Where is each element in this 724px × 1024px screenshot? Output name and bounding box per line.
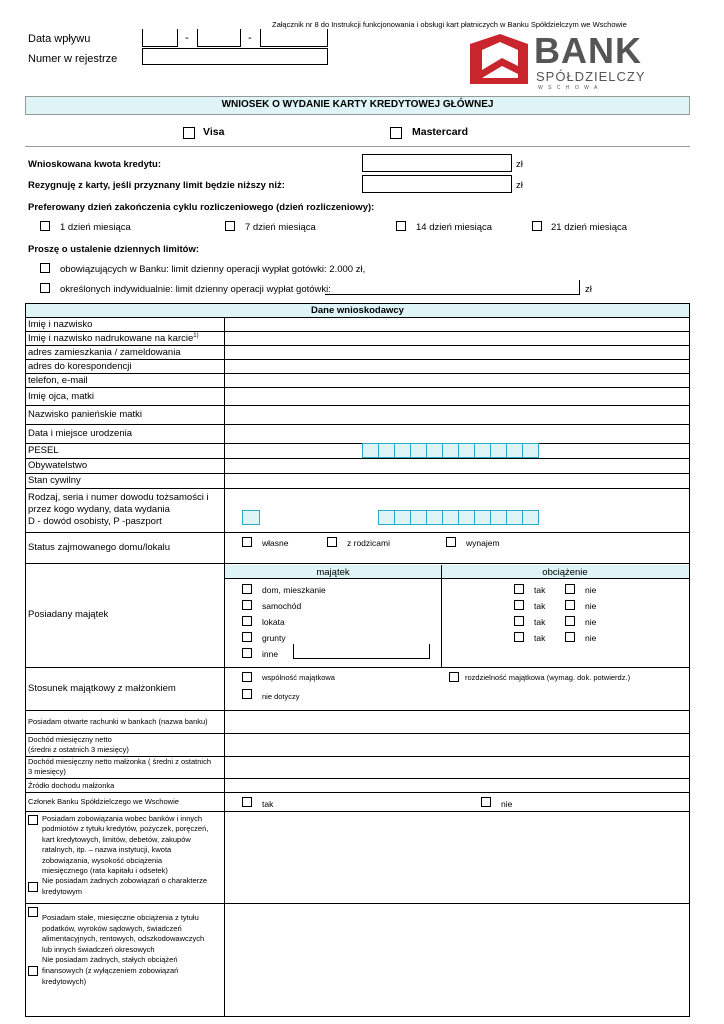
- row-birth-label: Data i miejsce urodzenia: [28, 428, 133, 439]
- visa-checkbox[interactable]: [183, 127, 195, 139]
- housing-parents-checkbox[interactable]: [327, 537, 337, 547]
- housing-parents-label: z rodzicami: [347, 538, 390, 548]
- pesel-digit[interactable]: [378, 443, 395, 458]
- resign-limit-label: Rezygnuję z karty, jeśli przyznany limit będzie niższy niż:: [28, 180, 285, 191]
- row-line: [25, 405, 690, 406]
- obligations-line: ratalnych, itp. – nazwa instytucji, kwota: [42, 845, 172, 855]
- asset-other-label: inne: [262, 649, 279, 659]
- row-line: [25, 811, 690, 812]
- assets-col-divider: [441, 565, 442, 667]
- asset-house-checkbox[interactable]: [242, 584, 252, 594]
- row-line: [25, 331, 690, 332]
- limit-bank-label: obowiązujących w Banku: limit dzienny operacji wypłat gotówki: 2.000 zł,: [60, 264, 366, 275]
- burden-house-yes-checkbox[interactable]: [514, 584, 524, 594]
- row-id-doc-label: [28, 492, 209, 528]
- row-line: [25, 488, 690, 489]
- fixed-costs-line: finansowych (z wyłączeniem zobowiązań: [42, 965, 179, 975]
- joint-property-label: wspólność majątkowa: [262, 673, 335, 682]
- asset-car-checkbox[interactable]: [242, 600, 252, 610]
- pesel-digit[interactable]: [426, 443, 443, 458]
- limits-label: Proszę o ustalenie dziennych limitów:: [28, 244, 200, 255]
- burden-house-no-checkbox[interactable]: [565, 584, 575, 594]
- row-card-name-text: Imię i nazwisko nadrukowane na karcie: [28, 333, 194, 345]
- fixed-costs-no-checkbox[interactable]: [28, 966, 38, 976]
- housing-own-checkbox[interactable]: [242, 537, 252, 547]
- row-line: [25, 387, 690, 388]
- assets-property-header: majątek: [316, 567, 350, 578]
- row-assets-label: Posiadany majątek: [28, 609, 109, 620]
- housing-rent-label: wynajem: [466, 538, 500, 548]
- burden-house-no-label: nie: [585, 585, 597, 595]
- logo-bank-text: BANK: [534, 30, 642, 71]
- billing-day-14-checkbox[interactable]: [396, 221, 406, 231]
- asset-car-label: samochód: [262, 601, 302, 611]
- burden-land-no-checkbox[interactable]: [565, 632, 575, 642]
- row-corr-address-label: adres do korespondencji: [28, 361, 132, 372]
- id-doc-number-cell[interactable]: [378, 510, 395, 525]
- row-phone-label: telefon, e-mail: [28, 375, 88, 386]
- burden-car-no-label: nie: [585, 601, 597, 611]
- row-marital-label: Stan cywilny: [28, 475, 81, 486]
- visa-label: Visa: [203, 126, 225, 138]
- obligations-line: kredytowym: [42, 886, 83, 896]
- limit-individual-checkbox[interactable]: [40, 283, 50, 293]
- numer-rejestr-label: Numer w rejestrze: [28, 53, 118, 65]
- row-citizenship-label: Obywatelstwo: [28, 460, 88, 471]
- obligations-yes-checkbox[interactable]: [28, 815, 38, 825]
- resign-limit-input[interactable]: [362, 175, 512, 193]
- separate-property-label: rozdzielność majątkowa (wymag. dok. potwierdz.): [465, 673, 631, 682]
- row-spouse-income-label: [28, 757, 211, 777]
- row-line: [25, 792, 690, 793]
- pesel-digit[interactable]: [458, 443, 475, 458]
- fixed-costs-line: podatków, wyroków sądowych, świadczeń: [42, 923, 182, 933]
- burden-land-no-label: nie: [585, 633, 597, 643]
- pesel-digit[interactable]: [474, 443, 491, 458]
- obligations-line: Nie posiadam żadnych zobowiązań o charakterze: [42, 876, 208, 886]
- burden-land-yes-label: tak: [534, 633, 546, 643]
- billing-day-label: Preferowany dzień zakończenia cyklu rozliczeniowego (dzień rozliczeniowy):: [28, 202, 375, 213]
- row-line: [25, 473, 690, 474]
- mastercard-label: Mastercard: [412, 126, 469, 138]
- fixed-costs-line: Nie posiadam żadnych, stałych obciążeń: [42, 955, 178, 965]
- assets-header-line: [225, 578, 690, 579]
- row-line: [25, 710, 690, 711]
- logo-city-text: W S C H O W A: [538, 85, 600, 91]
- currency-zl-2: zł: [516, 180, 523, 191]
- row-line: [25, 903, 690, 904]
- logo-spoldzielczy-text: SPÓŁDZIELCZY: [536, 69, 646, 84]
- data-wplywu-label: Data wpływu: [28, 33, 91, 45]
- requested-amount-label: Wnioskowana kwota kredytu:: [28, 159, 162, 170]
- fixed-costs-line: kredytowych): [42, 976, 87, 986]
- id-doc-number-cell[interactable]: [474, 510, 491, 525]
- member-yes-checkbox[interactable]: [242, 797, 252, 807]
- billing-day-14-label: 14 dzień miesiąca: [416, 222, 493, 233]
- pesel-digit[interactable]: [394, 443, 411, 458]
- row-mother-maiden-label: Nazwisko panieńskie matki: [28, 409, 143, 420]
- limit-individual-label: określonych indywidualnie: limit dzienny operacji wypłat gotówki:: [60, 284, 331, 295]
- obligations-line: podmiotów z tytułu kredytów, pożyczek, poręczeń,: [42, 824, 209, 834]
- row-member-label: Członek Banku Spółdzielczego we Wschowie: [28, 797, 179, 806]
- row-line: [25, 359, 690, 360]
- row-spouse-income-line2: 3 miesięcy): [28, 767, 66, 776]
- row-father-label: Imię ojca, matki: [28, 391, 94, 402]
- burden-deposit-no-label: nie: [585, 617, 597, 627]
- asset-deposit-label: lokata: [262, 617, 285, 627]
- pesel-digit[interactable]: [362, 443, 379, 458]
- joint-property-checkbox[interactable]: [242, 672, 252, 682]
- row-income-line2: (średni z ostatnich 3 miesięcy): [28, 745, 129, 754]
- page-title: WNIOSEK O WYDANIE KARTY KREDYTOWEJ GŁÓWNEJ: [221, 99, 494, 110]
- pesel-digit[interactable]: [490, 443, 507, 458]
- id-doc-number-cell[interactable]: [458, 510, 475, 525]
- row-income-label: [28, 735, 129, 755]
- row-marital-property-label: Stosunek majątkowy z małżonkiem: [28, 683, 176, 694]
- mastercard-checkbox[interactable]: [390, 127, 402, 139]
- row-line: [25, 458, 690, 459]
- row-pesel-label: PESEL: [28, 445, 59, 456]
- asset-land-label: grunty: [262, 633, 286, 643]
- row-line: [25, 532, 690, 533]
- billing-day-21-checkbox[interactable]: [532, 221, 542, 231]
- row-id-doc-line2: przez kogo wydany, data wydania: [28, 504, 170, 515]
- row-line: [25, 778, 690, 779]
- id-doc-number-cell[interactable]: [426, 510, 443, 525]
- id-doc-number-cell[interactable]: [506, 510, 523, 525]
- burden-deposit-yes-checkbox[interactable]: [514, 616, 524, 626]
- row-line: [25, 317, 690, 318]
- obligations-line: miesięcznego (rata kapitału i odsetek): [42, 866, 168, 876]
- row-line: [25, 373, 690, 374]
- date-dash-2: -: [248, 32, 252, 44]
- housing-own-label: własne: [262, 538, 289, 548]
- id-doc-number-cell[interactable]: [410, 510, 427, 525]
- fixed-costs-line: Posiadam stałe, miesięczne obciążenia z tytułu: [42, 913, 199, 922]
- row-line: [25, 345, 690, 346]
- footnote-ref: 1): [193, 333, 199, 339]
- member-yes-label: tak: [262, 799, 274, 809]
- billing-day-7-checkbox[interactable]: [225, 221, 235, 231]
- fixed-costs-line: lub innych świadczeń okresowych: [42, 944, 155, 954]
- burden-land-yes-checkbox[interactable]: [514, 632, 524, 642]
- pesel-digit[interactable]: [506, 443, 523, 458]
- pesel-digit[interactable]: [442, 443, 459, 458]
- obligations-line: zobowiązania, wysokość obciążenia: [42, 855, 163, 865]
- row-card-name-label: [28, 333, 199, 344]
- assets-burden-header: obciążenie: [542, 567, 588, 578]
- asset-land-checkbox[interactable]: [242, 632, 252, 642]
- limit-individual-input[interactable]: [325, 280, 580, 295]
- not-applicable-checkbox[interactable]: [242, 689, 252, 699]
- row-line: [25, 443, 690, 444]
- applicant-section-title: Dane wnioskodawcy: [26, 304, 689, 317]
- row-line: [25, 667, 690, 668]
- billing-day-7-label: 7 dzień miesiąca: [245, 222, 316, 233]
- billing-day-1-label: 1 dzień miesiąca: [60, 222, 131, 233]
- not-applicable-label: nie dotyczy: [262, 692, 300, 701]
- id-doc-type-cell[interactable]: [242, 510, 260, 525]
- id-doc-number-cell[interactable]: [394, 510, 411, 525]
- currency-zl-1: zł: [516, 159, 523, 170]
- row-line: [25, 733, 690, 734]
- pesel-digit[interactable]: [410, 443, 427, 458]
- obligations-text: [42, 814, 208, 897]
- obligations-line: Posiadam zobowiązania wobec banków i innych: [42, 814, 203, 823]
- row-line: [25, 424, 690, 425]
- billing-day-21-label: 21 dzień miesiąca: [551, 222, 628, 233]
- id-doc-number-cell[interactable]: [522, 510, 539, 525]
- register-number-field[interactable]: [142, 48, 328, 65]
- burden-car-no-checkbox[interactable]: [565, 600, 575, 610]
- member-no-label: nie: [501, 799, 513, 809]
- burden-house-yes-label: tak: [534, 585, 546, 595]
- asset-other-checkbox[interactable]: [242, 648, 252, 658]
- separate-property-checkbox[interactable]: [449, 672, 459, 682]
- row-name-label: Imię i nazwisko: [28, 319, 93, 330]
- row-address-label: adres zamieszkania / zameldowania: [28, 347, 181, 358]
- burden-deposit-yes-label: tak: [534, 617, 546, 627]
- burden-deposit-no-checkbox[interactable]: [565, 616, 575, 626]
- row-housing-label: Status zajmowanego domu/lokalu: [28, 542, 171, 553]
- row-id-doc-line3: D - dowód osobisty, P -paszport: [28, 516, 162, 527]
- requested-amount-input[interactable]: [362, 154, 512, 172]
- burden-car-yes-checkbox[interactable]: [514, 600, 524, 610]
- row-spouse-income-source-label: Źródło dochodu małżonka: [28, 781, 115, 790]
- asset-deposit-checkbox[interactable]: [242, 616, 252, 626]
- obligations-line: kart kredytowych, limitów, debetów, zakupów: [42, 834, 191, 844]
- date-dash-1: -: [185, 32, 189, 44]
- divider: [25, 146, 690, 147]
- date-day-field[interactable]: [142, 29, 178, 47]
- fixed-costs-text: [42, 913, 204, 987]
- housing-rent-checkbox[interactable]: [446, 537, 456, 547]
- id-doc-number-cell[interactable]: [490, 510, 507, 525]
- currency-zl-3: zł: [585, 284, 592, 295]
- asset-other-input[interactable]: [293, 644, 430, 659]
- limit-bank-checkbox[interactable]: [40, 263, 50, 273]
- row-line: [25, 563, 690, 564]
- row-spouse-income-line1: Dochód miesięczny netto małżonka ( średni z ostatnich: [28, 757, 212, 766]
- bank-logo: [468, 30, 646, 94]
- fixed-costs-line: alimentacyjnych, rentowych, odszkodowawczych: [42, 934, 205, 944]
- asset-house-label: dom, mieszkanie: [262, 585, 326, 595]
- id-doc-number-cell[interactable]: [442, 510, 459, 525]
- obligations-no-checkbox[interactable]: [28, 882, 38, 892]
- row-bank-accounts-label: Posiadam otwarte rachunki w bankach (nazwa banku): [28, 717, 208, 726]
- fixed-costs-yes-checkbox[interactable]: [28, 907, 38, 917]
- attachment-note: Załącznik nr 8 do Instrukcji funkcjonowania i obsługi kart płatniczych w Banku Spółdzielczym we Wschowie: [272, 20, 627, 29]
- pesel-digit[interactable]: [522, 443, 539, 458]
- burden-car-yes-label: tak: [534, 601, 546, 611]
- row-id-doc-line1: Rodzaj, seria i numer dowodu tożsamości i: [28, 492, 209, 503]
- date-month-field[interactable]: [197, 29, 241, 47]
- row-income-line1: Dochód miesięczny netto: [28, 735, 112, 744]
- member-no-checkbox[interactable]: [481, 797, 491, 807]
- date-year-field[interactable]: [260, 29, 328, 47]
- billing-day-1-checkbox[interactable]: [40, 221, 50, 231]
